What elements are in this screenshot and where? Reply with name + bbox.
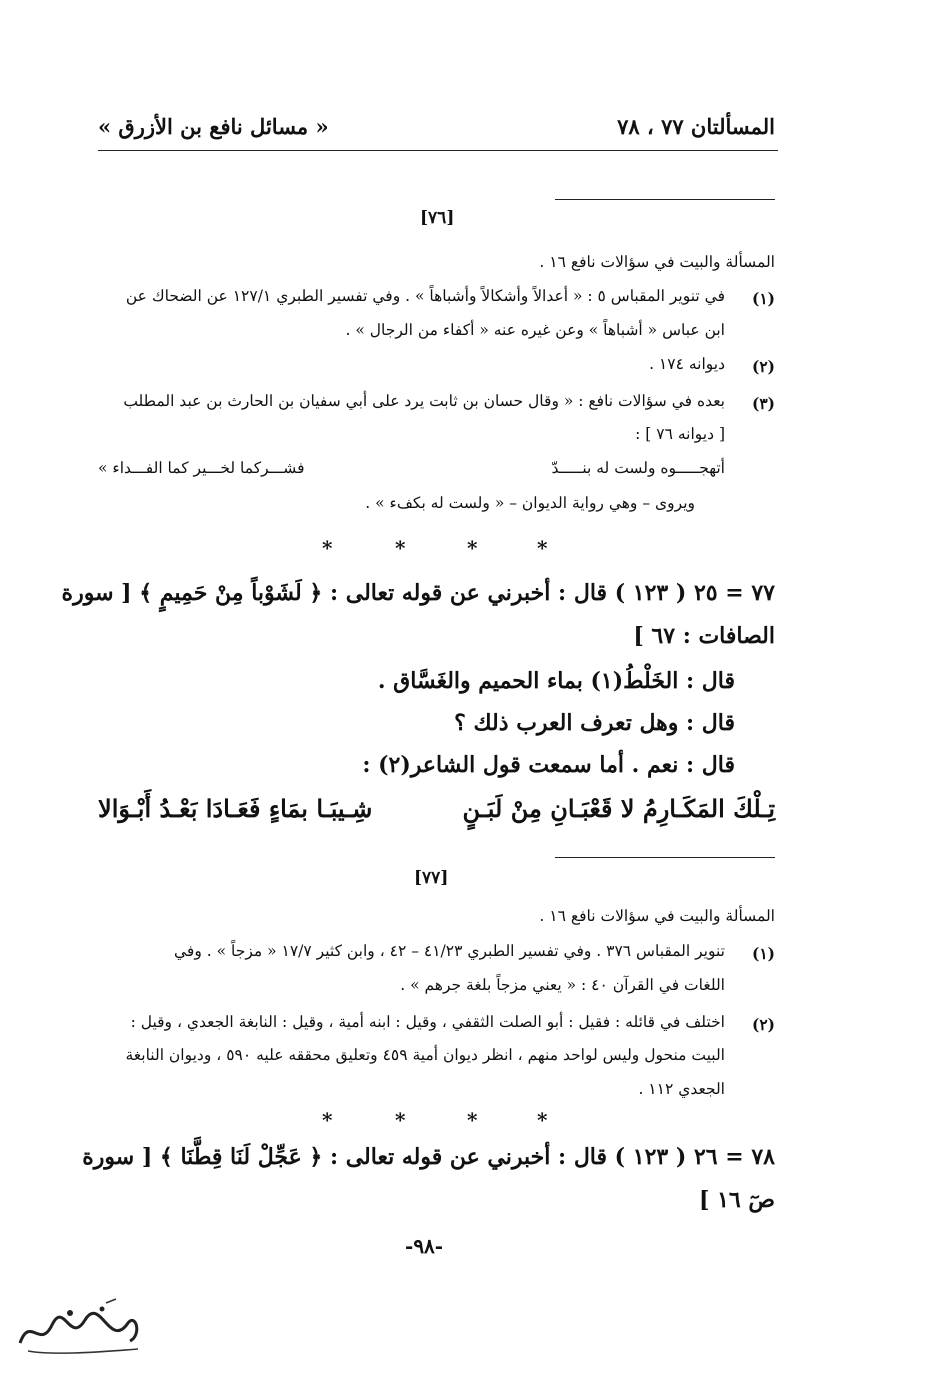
separator-star: * — [537, 536, 548, 560]
footnote-line: اللغات في القرآن ٤٠ : « يعني مزجاً بلغة جرهم » . — [400, 976, 725, 994]
separator-star: * — [395, 1108, 406, 1132]
verse-hemistich-first: أتهجـــــوه ولست له بنـــــدّ — [551, 459, 725, 477]
footnote-block-ref-77: [٧٧] — [414, 868, 449, 888]
footnote-number: (٣) — [751, 394, 775, 413]
separator-star: * — [322, 536, 333, 560]
footnote-separator — [555, 857, 775, 858]
footnote-number: (٢) — [751, 357, 775, 376]
footnote-number: (١) — [751, 289, 775, 308]
answer-line: قال : وهل تعرف العرب ذلك ؟ — [454, 710, 735, 736]
separator-star: * — [467, 1108, 478, 1132]
footnote-line: بعده في سؤالات نافع : « وقال حسان بن ثابت يرد على أبي سفيان بن الحارث بن عبد المطلب — [123, 392, 725, 410]
footnote-number: (٢) — [751, 1015, 775, 1034]
verse-hemistich-first: تِـلْكَ المَكَـارِمُ لا قَعْبَـانِ مِنْ لَبَـنٍ — [462, 794, 775, 823]
footnote-line: الجعدي ١١٢ . — [638, 1080, 725, 1098]
footnote-separator — [555, 199, 775, 200]
separator-star: * — [395, 536, 406, 560]
answer-line: قال : الخَلْطُ(١) بماء الحميم والغَسَّاق . — [377, 668, 735, 694]
footnote-number: (١) — [751, 944, 775, 963]
question-78-line1: ٧٨ = ٢٦ ( ١٢٣ ) قال : أخبرني عن قوله تعالى : ﴿ عَجِّلْ لَنَا قِطَّنَا ﴾ [ سورة — [82, 1144, 775, 1170]
header-rule — [98, 150, 778, 151]
footnote-line: ابن عباس « أشباهاً » وعن غيره عنه « أكفاء من الرجال » . — [345, 321, 725, 339]
footnote-intro-76: المسألة والبيت في سؤالات نافع ١٦ . — [539, 253, 775, 271]
library-stamp-logo — [10, 1295, 150, 1365]
page-number: -٩٨- — [405, 1234, 444, 1258]
footnote-line: تنوير المقباس ٣٧٦ . وفي تفسير الطبري ٤١/٢٣ – ٤٢ ، وابن كثير ١٧/٧ « مزجاً » . وفي — [174, 942, 725, 960]
footnote-intro-77: المسألة والبيت في سؤالات نافع ١٦ . — [539, 907, 775, 925]
question-78-line2: صٓ ١٦ ] — [699, 1187, 775, 1213]
footnote-line: ديوانه ١٧٤ . — [649, 355, 725, 373]
footnote-line: في تنوير المقباس ٥ : « أعدالاً وأشكالاً وأشباهاً » . وفي تفسير الطبري ١٢٧/١ عن الضحاك عن — [125, 287, 725, 305]
question-77-line2: الصافات : ٦٧ ] — [633, 623, 775, 649]
separator-star: * — [322, 1108, 333, 1132]
question-77-line1: ٧٧ = ٢٥ ( ١٢٣ ) قال : أخبرني عن قوله تعالى : ﴿ لَشَوْباً مِنْ حَمِيمٍ ﴾ [ سورة — [61, 580, 775, 606]
running-header-left: « مسائل نافع بن الأزرق » — [98, 114, 329, 139]
verse-hemistich-second: شِـيبَـا بمَاءٍ فَعَـادَا بَعْـدُ أَبْـوَالا — [98, 794, 373, 823]
separator-star: * — [537, 1108, 548, 1132]
footnote-line: [ ديوانه ٧٦ ] : — [635, 425, 725, 443]
footnote-block-ref-76: [٧٦] — [420, 208, 455, 228]
verse-hemistich-second: فشـــركما لخـــير كما الفـــداء » — [98, 459, 305, 477]
footnote-line: اختلف في قائله : فقيل : أبو الصلت الثقفي ، وقيل : ابنه أمية ، وقيل : النابغة الجعدي ، وقيل : — [130, 1013, 725, 1031]
separator-star: * — [467, 536, 478, 560]
footnote-line: البيت منحول وليس لواحد منهم ، انظر ديوان أمية ٤٥٩ وتعليق محققه عليه ٥٩٠ ، وديوان النابغة — [125, 1046, 725, 1064]
answer-line: قال : نعم . أما سمعت قول الشاعر(٢) : — [362, 752, 735, 778]
footnote-line: ويروى – وهي رواية الديوان – « ولست له بكفء » . — [365, 494, 695, 512]
running-header-right: المسألتان ٧٧ ، ٧٨ — [617, 114, 775, 139]
